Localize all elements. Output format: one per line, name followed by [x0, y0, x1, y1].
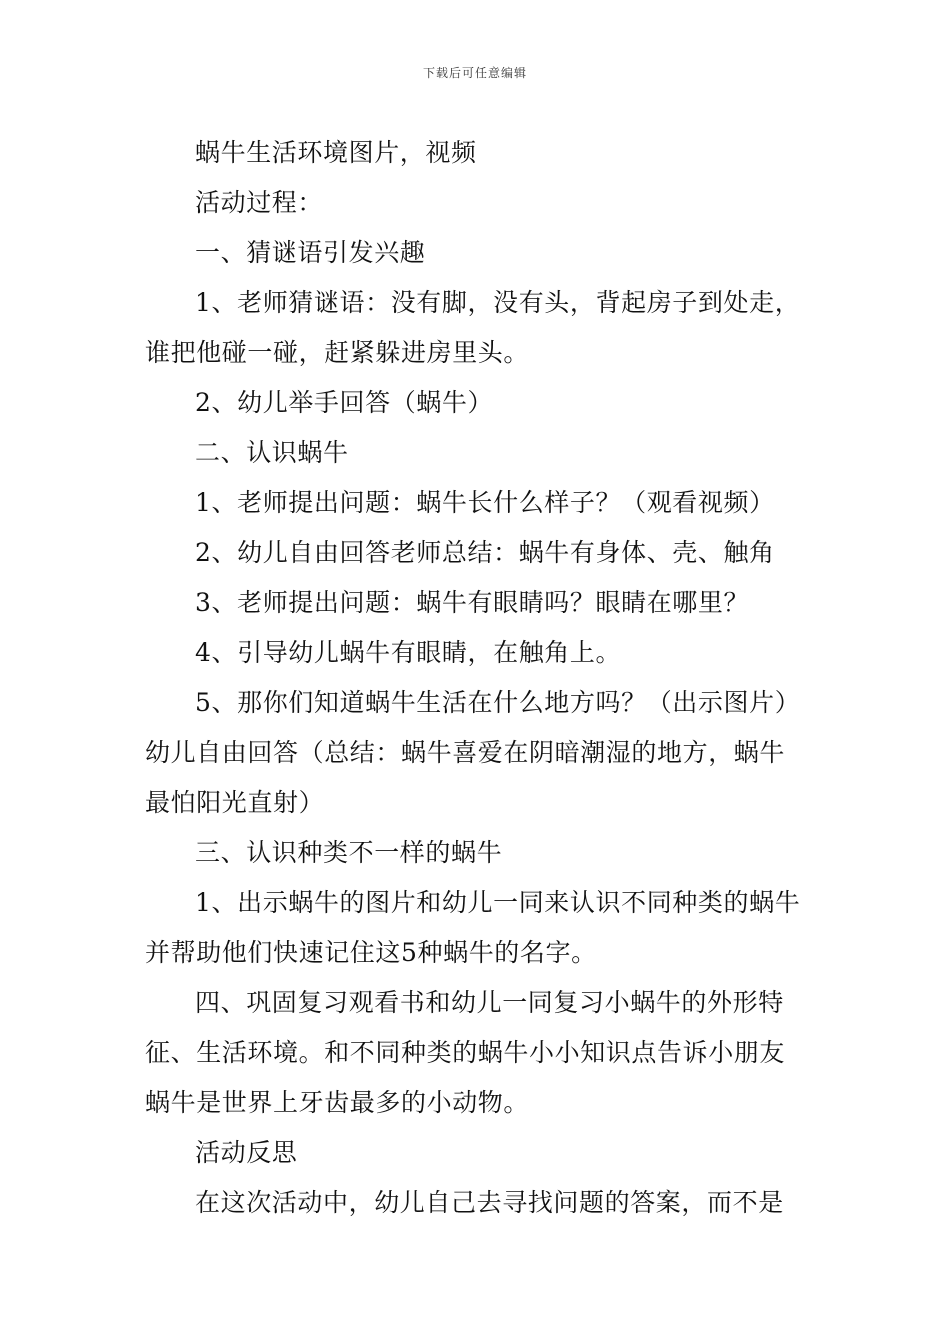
- paragraph-answer: 2、幼儿举手回答（蜗牛）: [195, 388, 494, 417]
- section-heading-know-snail: 二、认识蜗牛: [195, 438, 349, 467]
- section-heading-riddle: 一、猜谜语引发兴趣: [195, 238, 426, 267]
- paragraph-reflection: 在这次活动中，幼儿自己去寻找问题的答案，而不是: [195, 1188, 784, 1217]
- paragraph-process-heading: 活动过程：: [195, 188, 324, 217]
- paragraph-riddle: 1、老师猜谜语：没有脚，没有头，背起房子到处走，谁把他碰一碰，赶紧躲进房里头。: [145, 288, 801, 367]
- paragraph-question-look: 1、老师提出问题：蜗牛长什么样子？（观看视频）: [195, 488, 775, 517]
- paragraph-question-eyes: 3、老师提出问题：蜗牛有眼睛吗？眼睛在哪里？: [195, 588, 750, 617]
- paragraph-species: 1、出示蜗牛的图片和幼儿一同来认识不同种类的蜗牛并帮助他们快速记住这5种蜗牛的名字。: [145, 888, 801, 967]
- paragraph-eyes-answer: 4、引导幼儿蜗牛有眼睛，在触角上。: [195, 638, 622, 667]
- section-heading-species: 三、认识种类不一样的蜗牛: [195, 838, 503, 867]
- paragraph-summary-body: 2、幼儿自由回答老师总结：蜗牛有身体、壳、触角: [195, 538, 775, 567]
- paragraph-habitat: 5、那你们知道蜗牛生活在什么地方吗？（出示图片）幼儿自由回答（总结：蜗牛喜爱在阴暗潮湿的地方，蜗牛最怕阳光直射）: [145, 688, 801, 817]
- section-heading-reflection: 活动反思: [195, 1138, 298, 1167]
- paragraph-materials: 蜗牛生活环境图片，视频: [195, 138, 477, 167]
- page-header-note: 下载后可任意编辑: [422, 66, 527, 80]
- paragraph-review: 四、巩固复习观看书和幼儿一同复习小蜗牛的外形特征、生活环境。和不同种类的蜗牛小小知识点告诉小朋友蜗牛是世界上牙齿最多的小动物。: [145, 988, 786, 1117]
- document-body: [145, 128, 810, 1228]
